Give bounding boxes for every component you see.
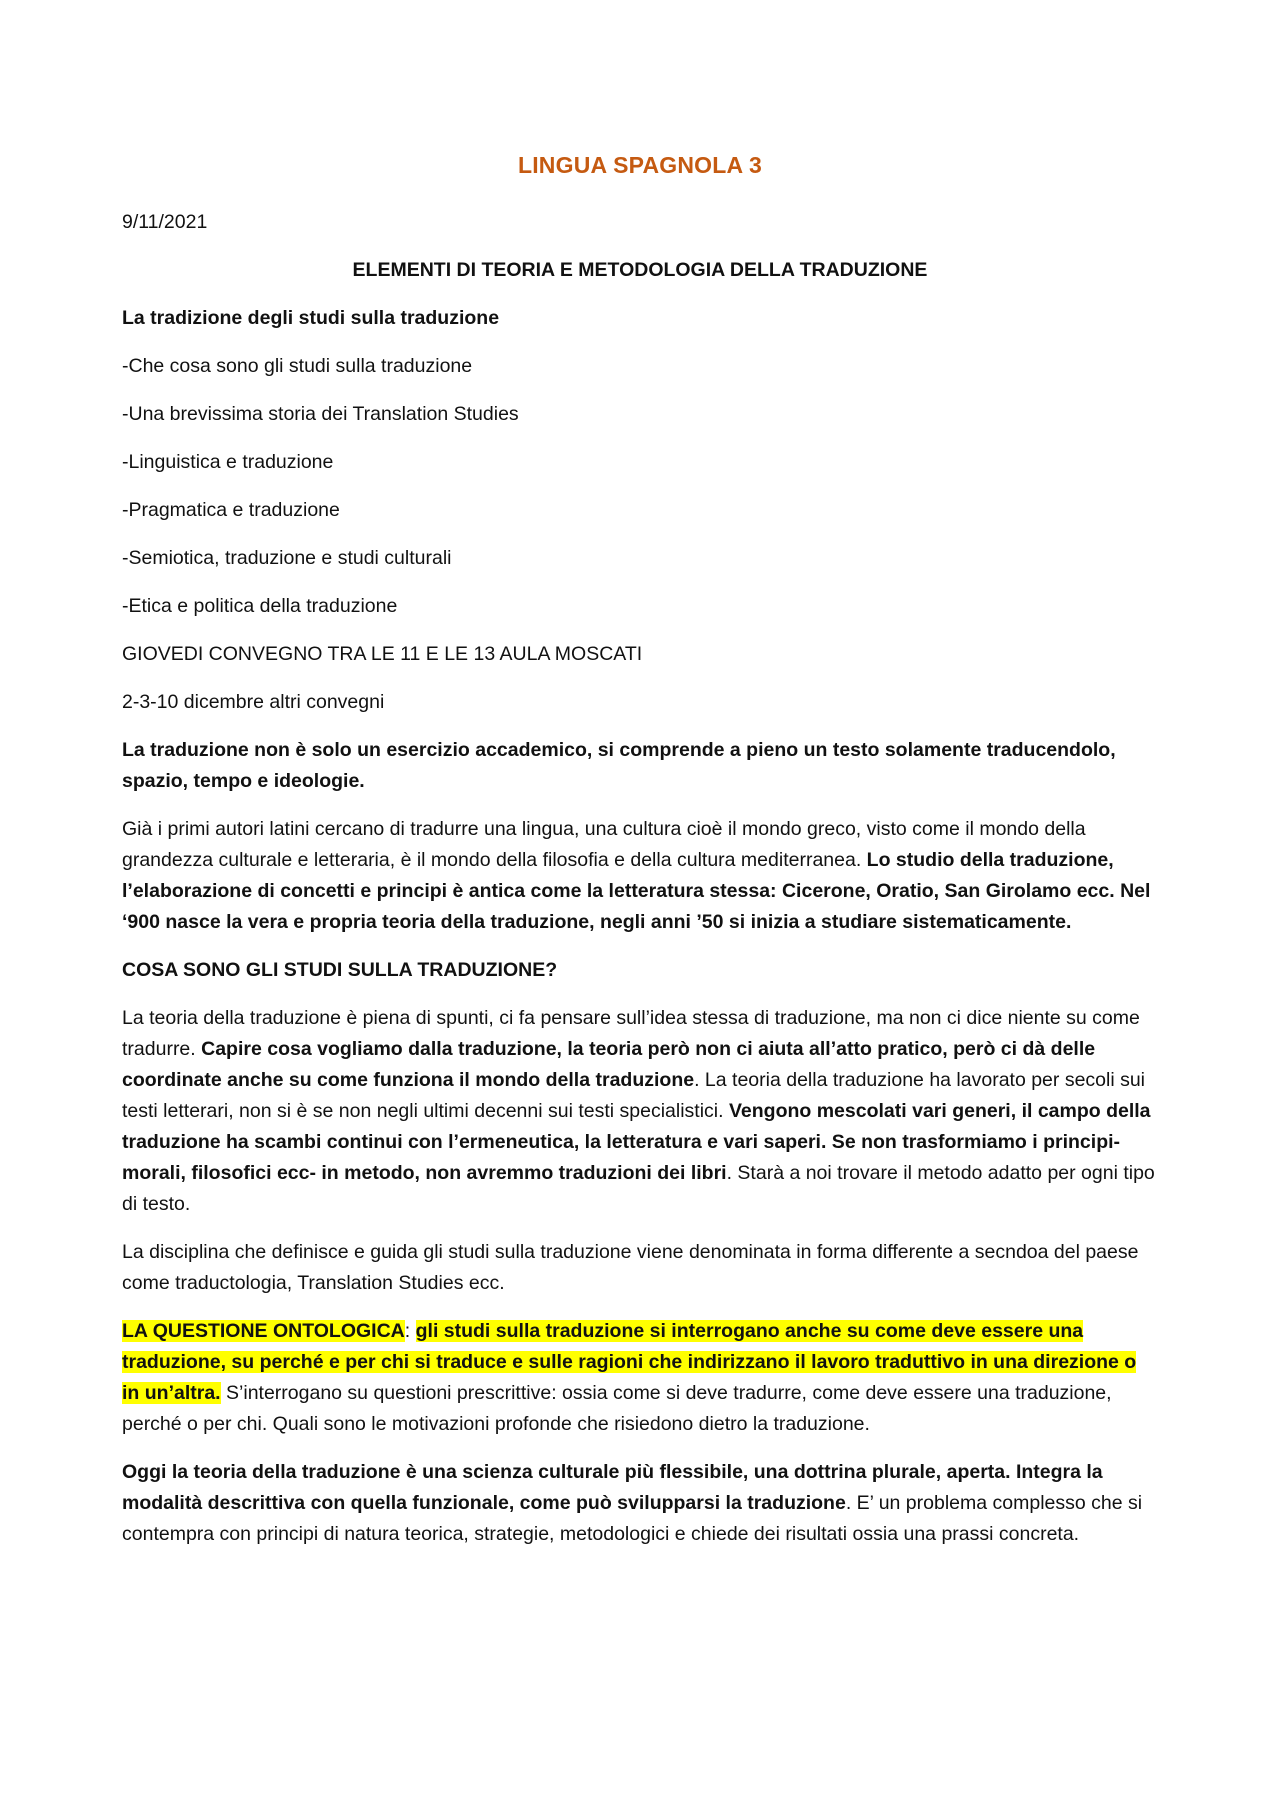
notice-convegno: GIOVEDI CONVEGNO TRA LE 11 E LE 13 AULA MOSCATI [122, 643, 643, 665]
intro-paragraph [122, 735, 1158, 797]
today-paragraph [122, 1457, 1158, 1550]
latin-plain-text: Già i primi autori latini cercano di tradurre una lingua, una cultura cioè il mondo greco, visto come il mondo della grandezza culturale e letteraria, è il mondo della filosofia e della cultura mediterranea. [122, 818, 1086, 871]
document-title: LINGUA SPAGNOLA 3 [517, 152, 763, 178]
list-item: -Linguistica e traduzione [122, 451, 334, 473]
intro-bold-text: La traduzione non è solo un esercizio accademico, si comprende a pieno un testo solamente traducendolo, spazio, tempo e ideologie. [122, 739, 1116, 792]
question-heading [122, 955, 1158, 986]
theory-bold-2: Vengono mescolati vari generi, il campo della traduzione ha scambi continui con l’ermeneutica, la letteratura e vari saperi. Se non trasformiamo i principi-morali, filosofici ecc- in metodo, non avremmo traduzioni dei libri [122, 1100, 1151, 1184]
latin-bold-text: Lo studio della traduzione, l’elaborazione di concetti e principi è antica come la letteratura stessa: Cicerone, Oratio, San Girolamo ecc. Nel ‘900 nasce la vera e propria teoria della traduzione, negli anni ’50 si inizia a studiare sistematicamente. [122, 849, 1151, 933]
list-item: -Etica e politica della traduzione [122, 595, 398, 617]
theory-plain-2: . La teoria della traduzione ha lavorato per secoli sui testi letterari, non si è se non negli ultimi decenni sui testi specialistici. [122, 1069, 1146, 1122]
latin-paragraph [122, 814, 1158, 938]
list-item: -Pragmatica e traduzione [122, 499, 340, 521]
ontology-paragraph [122, 1316, 1158, 1440]
today-plain-text: . E’ un problema complesso che si contempra con principi di natura teorica, strategie, metodologici e chiede dei risultati ossia una prassi concreta. [122, 1492, 1143, 1545]
list-item: -Che cosa sono gli studi sulla traduzione [122, 355, 473, 377]
notice-dicembre: 2-3-10 dicembre altri convegni [122, 691, 385, 713]
theory-plain-1: La teoria della traduzione è piena di spunti, ci fa pensare sull’idea stessa di traduzione, ma non ci dice niente su come tradurre. [122, 1007, 1140, 1060]
list-item: -Semiotica, traduzione e studi culturali [122, 547, 452, 569]
question-heading-text: COSA SONO GLI STUDI SULLA TRADUZIONE? [122, 959, 558, 981]
today-bold-text: Oggi la teoria della traduzione è una scienza culturale più flessibile, una dottrina plurale, aperta. Integra la modalità descrittiva con quella funzionale, come può svilupparsi la traduzione [122, 1461, 1103, 1514]
discipline-paragraph: La disciplina che definisce e guida gli studi sulla traduzione viene denominata in forma differente a secndoa del paese come traductologia, Translation Studies ecc. [122, 1241, 1139, 1294]
theory-plain-3: . Starà a noi trovare il metodo adatto per ogni tipo di testo. [122, 1162, 1155, 1215]
ontology-colon: : [404, 1320, 416, 1342]
ontology-label: LA QUESTIONE ONTOLOGICA [122, 1320, 405, 1342]
subtitle-text: ELEMENTI DI TEORIA E METODOLOGIA DELLA TRADUZIONE [352, 259, 928, 281]
theory-paragraph [122, 1003, 1158, 1220]
date-line: 9/11/2021 [122, 211, 208, 233]
subtitle [122, 255, 1158, 286]
section-heading [122, 303, 1158, 334]
list-item: -Una brevissima storia dei Translation Studies [122, 403, 519, 425]
theory-bold-1: Capire cosa vogliamo dalla traduzione, la teoria però non ci aiuta all’atto pratico, però ci dà delle coordinate anche su come funziona il mondo della traduzione [122, 1038, 1096, 1091]
ontology-plain-text: S’interrogano su questioni prescrittive: ossia come si deve tradurre, come deve essere una traduzione, perché o per chi. Quali sono le motivazioni profonde che risiedono dietro la traduzione. [122, 1382, 1112, 1435]
ontology-highlight-text: gli studi sulla traduzione si interrogano anche su come deve essere una traduzione, su perché e per chi si traduce e sulle ragioni che indirizzano il lavoro traduttivo in una direzione o in un’altra. [122, 1320, 1137, 1404]
section-heading-text: La tradizione degli studi sulla traduzione [122, 307, 500, 329]
